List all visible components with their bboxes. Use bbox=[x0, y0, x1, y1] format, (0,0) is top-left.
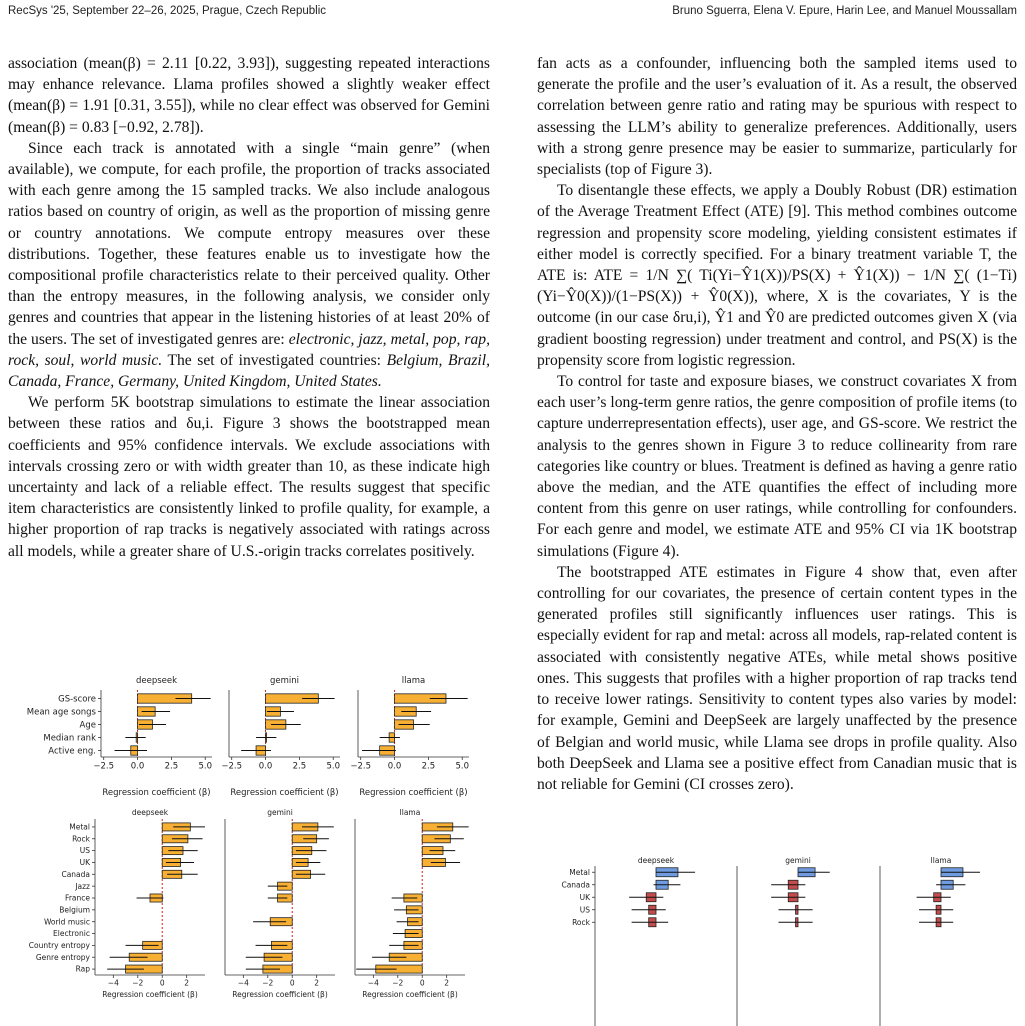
paragraph-text: The set of investigated countries: bbox=[167, 351, 382, 369]
x-tick-label: 2.5 bbox=[421, 761, 436, 772]
category-label: Rap bbox=[75, 964, 90, 974]
category-label: Metal bbox=[69, 822, 90, 832]
category-label: Canada bbox=[61, 869, 90, 879]
paragraph bbox=[8, 138, 490, 392]
category-label: Electronic bbox=[53, 929, 90, 939]
paragraph: The bootstrapped ATE estimates in Figure 4 show that, even after controlling for our covariates, the presence of certain content types in the generated profiles still significantly influences user ratings. This is especially evident for rap and metal: across all models, rap-related content is associated with consistently negative ATEs, while metal shows positive ones. This suggests that profiles with a higher proportion of rap tracks tend to receive lower ratings. Sensitivity to content types also varies by model: for example, Gemini and DeepSeek are largely unaffected by the presence of Belgian and world music, while Llama see drops in profile quality. Also both DeepSeek and Llama see a positive effect from Canadian music that is not reliable for Gemini (CI crosses zero). bbox=[537, 563, 1017, 793]
x-tick-label: −4 bbox=[107, 978, 119, 988]
category-label: US bbox=[579, 905, 590, 915]
right-column bbox=[537, 53, 1017, 795]
x-tick-label: 5.0 bbox=[198, 761, 212, 772]
x-tick-label: 0 bbox=[419, 978, 425, 988]
genre-list: electronic, jazz, metal, pop, rap, rock, soul, world music. bbox=[8, 330, 490, 369]
category-label: US bbox=[79, 846, 90, 856]
x-axis-label: Regression coefficient (β) bbox=[362, 990, 458, 999]
category-label: UK bbox=[79, 858, 90, 868]
running-header bbox=[8, 5, 1017, 21]
left-column bbox=[8, 53, 490, 562]
x-tick-label: −2.5 bbox=[93, 761, 115, 772]
panel-title: llama bbox=[399, 808, 421, 817]
paragraph-text: Since each track is annotated with a single “main genre” (when available), we compute, for each profile, the proportion of tracks associated with each genre among the 15 sampled tracks. We also include analogous ratios based on country of origin, as well as the proportion of missing genre or country annotations. We compute entropy measures over these distributions. Together, these features enable us to investigate how the compositional profile characteristics relate to their perceived quality. Other than the entropy measures, in the following analysis, we consider only genres and countries that appear in the listening histories of at least 20% of the users. The set of investigated genres are: bbox=[8, 139, 490, 348]
category-label: UK bbox=[579, 892, 590, 902]
x-tick-label: 2 bbox=[444, 978, 450, 988]
paragraph: fan acts as a confounder, influencing both the sampled items used to generate the profile and the user’s evaluation of it. As a result, the observed correlation between genre ratio and rating may be spurious with respect to assessing the LLM’s ability to generalize preferences. Additionally, users with a strong genre presence may be easier to summarize, particularly for specialists (top of Figure 3). bbox=[537, 55, 1017, 179]
x-tick-label: −4 bbox=[237, 978, 249, 988]
category-label: Metal bbox=[569, 867, 590, 877]
x-tick-label: −2.5 bbox=[221, 761, 243, 772]
paragraph: We perform 5K bootstrap simulations to estimate the linear association between these ratios and δu,i. Figure 3 shows the bootstrapped mean coefficients and 95% confidence intervals. We exclude associations with intervals crossing zero or with width greater than 10, as these indicate high uncertainty and lack of a reliable effect. The results suggest that specific item characteristics are consistently linked to profile quality, for example, a higher proportion of rap tracks is negatively associated with ratings across all models, while a greater share of U.S.-origin tracks correlates positively. bbox=[8, 394, 490, 560]
category-label: Rock bbox=[72, 834, 90, 844]
paragraph: association (mean(β) = 2.11 [0.22, 3.93]), suggesting repeated interactions may enhance relevance. Llama profiles showed a slightly weaker effect (mean(β) = 1.91 [0.31, 3.55]), while no clear effect was observed for Gemini (mean(β) = 0.83 [−0.92, 2.78]). bbox=[8, 55, 490, 136]
x-tick-label: 2.5 bbox=[164, 761, 179, 772]
category-label: France bbox=[65, 893, 90, 903]
x-tick-label: −2 bbox=[392, 978, 404, 988]
x-tick-label: 0.0 bbox=[387, 761, 402, 772]
x-tick-label: −2.5 bbox=[350, 761, 372, 772]
x-tick-label: 0.0 bbox=[258, 761, 273, 772]
paragraph: To control for taste and exposure biases, we construct covariates X from each user’s long-term genre ratios, the genre composition of profile items (to capture underrepresentation effects), user age, and GS-score. We restrict the analysis to the genres shown in Figure 3 to reduce collinearity from rare categories like country or blues. Treatment is defined as having a genre ratio above the median, and the ATE quantifies the effect of including more content from this genre on user ratings, while controlling for confounders. For each genre and model, we estimate ATE and 95% CI via 1K bootstrap simulations (Figure 4). bbox=[537, 373, 1017, 560]
paragraph: To disentangle these effects, we apply a Doubly Robust (DR) estimation of the Average Treatment Effect (ATE) [9]. This method combines outcome regression and propensity score modeling, yielding consistent estimates if either model is correctly specified. For a binary treatment variable T, the ATE is: ATE = 1/N ∑( Ti(Yi−Ŷ1(X))/PS(X) + Ŷ1(X)) − 1/N ∑( (1−Ti)(Yi−Ŷ0(X))/(1−PS(X)) + Ŷ0(X)), where, X is the covariates, Y is the outcome (in our case δru,i), Ŷ1 and Ŷ0 are predicted outcomes given X (via gradient boosting regression) under treatment and control, and PS(X) is the propensity score from logistic regression. bbox=[537, 182, 1017, 369]
country-list: Belgium, Brazil, Canada, France, Germany, United Kingdom, United States. bbox=[8, 351, 490, 391]
x-tick-label: 0.0 bbox=[130, 761, 145, 772]
x-tick-label: −2 bbox=[262, 978, 274, 988]
x-tick-label: 2 bbox=[314, 978, 320, 988]
category-label: GS-score bbox=[58, 694, 96, 705]
x-axis-label: Regression coefficient (β) bbox=[359, 788, 468, 798]
panel-title: deepseek bbox=[131, 808, 169, 817]
x-axis-label: Regression coefficient (β) bbox=[102, 990, 198, 999]
x-tick-label: 2 bbox=[184, 978, 190, 988]
category-label: Age bbox=[79, 720, 96, 731]
panel-title: deepseek bbox=[135, 676, 178, 686]
figure-3-top bbox=[0, 672, 490, 804]
category-label: Median rank bbox=[43, 733, 96, 744]
panel-title: llama bbox=[401, 676, 426, 686]
panel-title: gemini bbox=[269, 676, 300, 686]
x-tick-label: 0 bbox=[289, 978, 295, 988]
category-label: Genre entropy bbox=[35, 952, 90, 962]
author-line: Bruno Sguerra, Elena V. Epure, Harin Lee, and Manuel Moussallam bbox=[672, 5, 1017, 17]
panel-title: llama bbox=[930, 856, 952, 865]
panel-title: gemini bbox=[785, 856, 811, 865]
category-label: Canada bbox=[561, 880, 590, 890]
category-label: Country entropy bbox=[28, 941, 90, 951]
panel-title: deepseek bbox=[637, 856, 675, 865]
x-tick-label: −2 bbox=[132, 978, 144, 988]
x-tick-label: 5.0 bbox=[326, 761, 340, 772]
category-label: Jazz bbox=[75, 881, 90, 891]
figure-4 bbox=[537, 853, 1025, 1026]
category-label: Rock bbox=[572, 917, 590, 927]
x-tick-label: 5.0 bbox=[455, 761, 469, 772]
x-tick-label: 0 bbox=[159, 978, 165, 988]
category-label: Active eng. bbox=[48, 746, 96, 757]
conference-line: RecSys '25, September 22–26, 2025, Prague, Czech Republic bbox=[8, 5, 326, 17]
figure-3-bottom bbox=[0, 805, 490, 1000]
category-label: Belgium bbox=[59, 905, 90, 915]
x-axis-label: Regression coefficient (β) bbox=[230, 788, 339, 798]
x-tick-label: −4 bbox=[367, 978, 379, 988]
x-tick-label: 2.5 bbox=[292, 761, 307, 772]
x-axis-label: Regression coefficient (β) bbox=[232, 990, 328, 999]
category-label: Mean age songs bbox=[26, 707, 96, 718]
category-label: World music bbox=[43, 917, 90, 927]
panel-title: gemini bbox=[267, 808, 293, 817]
x-axis-label: Regression coefficient (β) bbox=[102, 788, 211, 798]
